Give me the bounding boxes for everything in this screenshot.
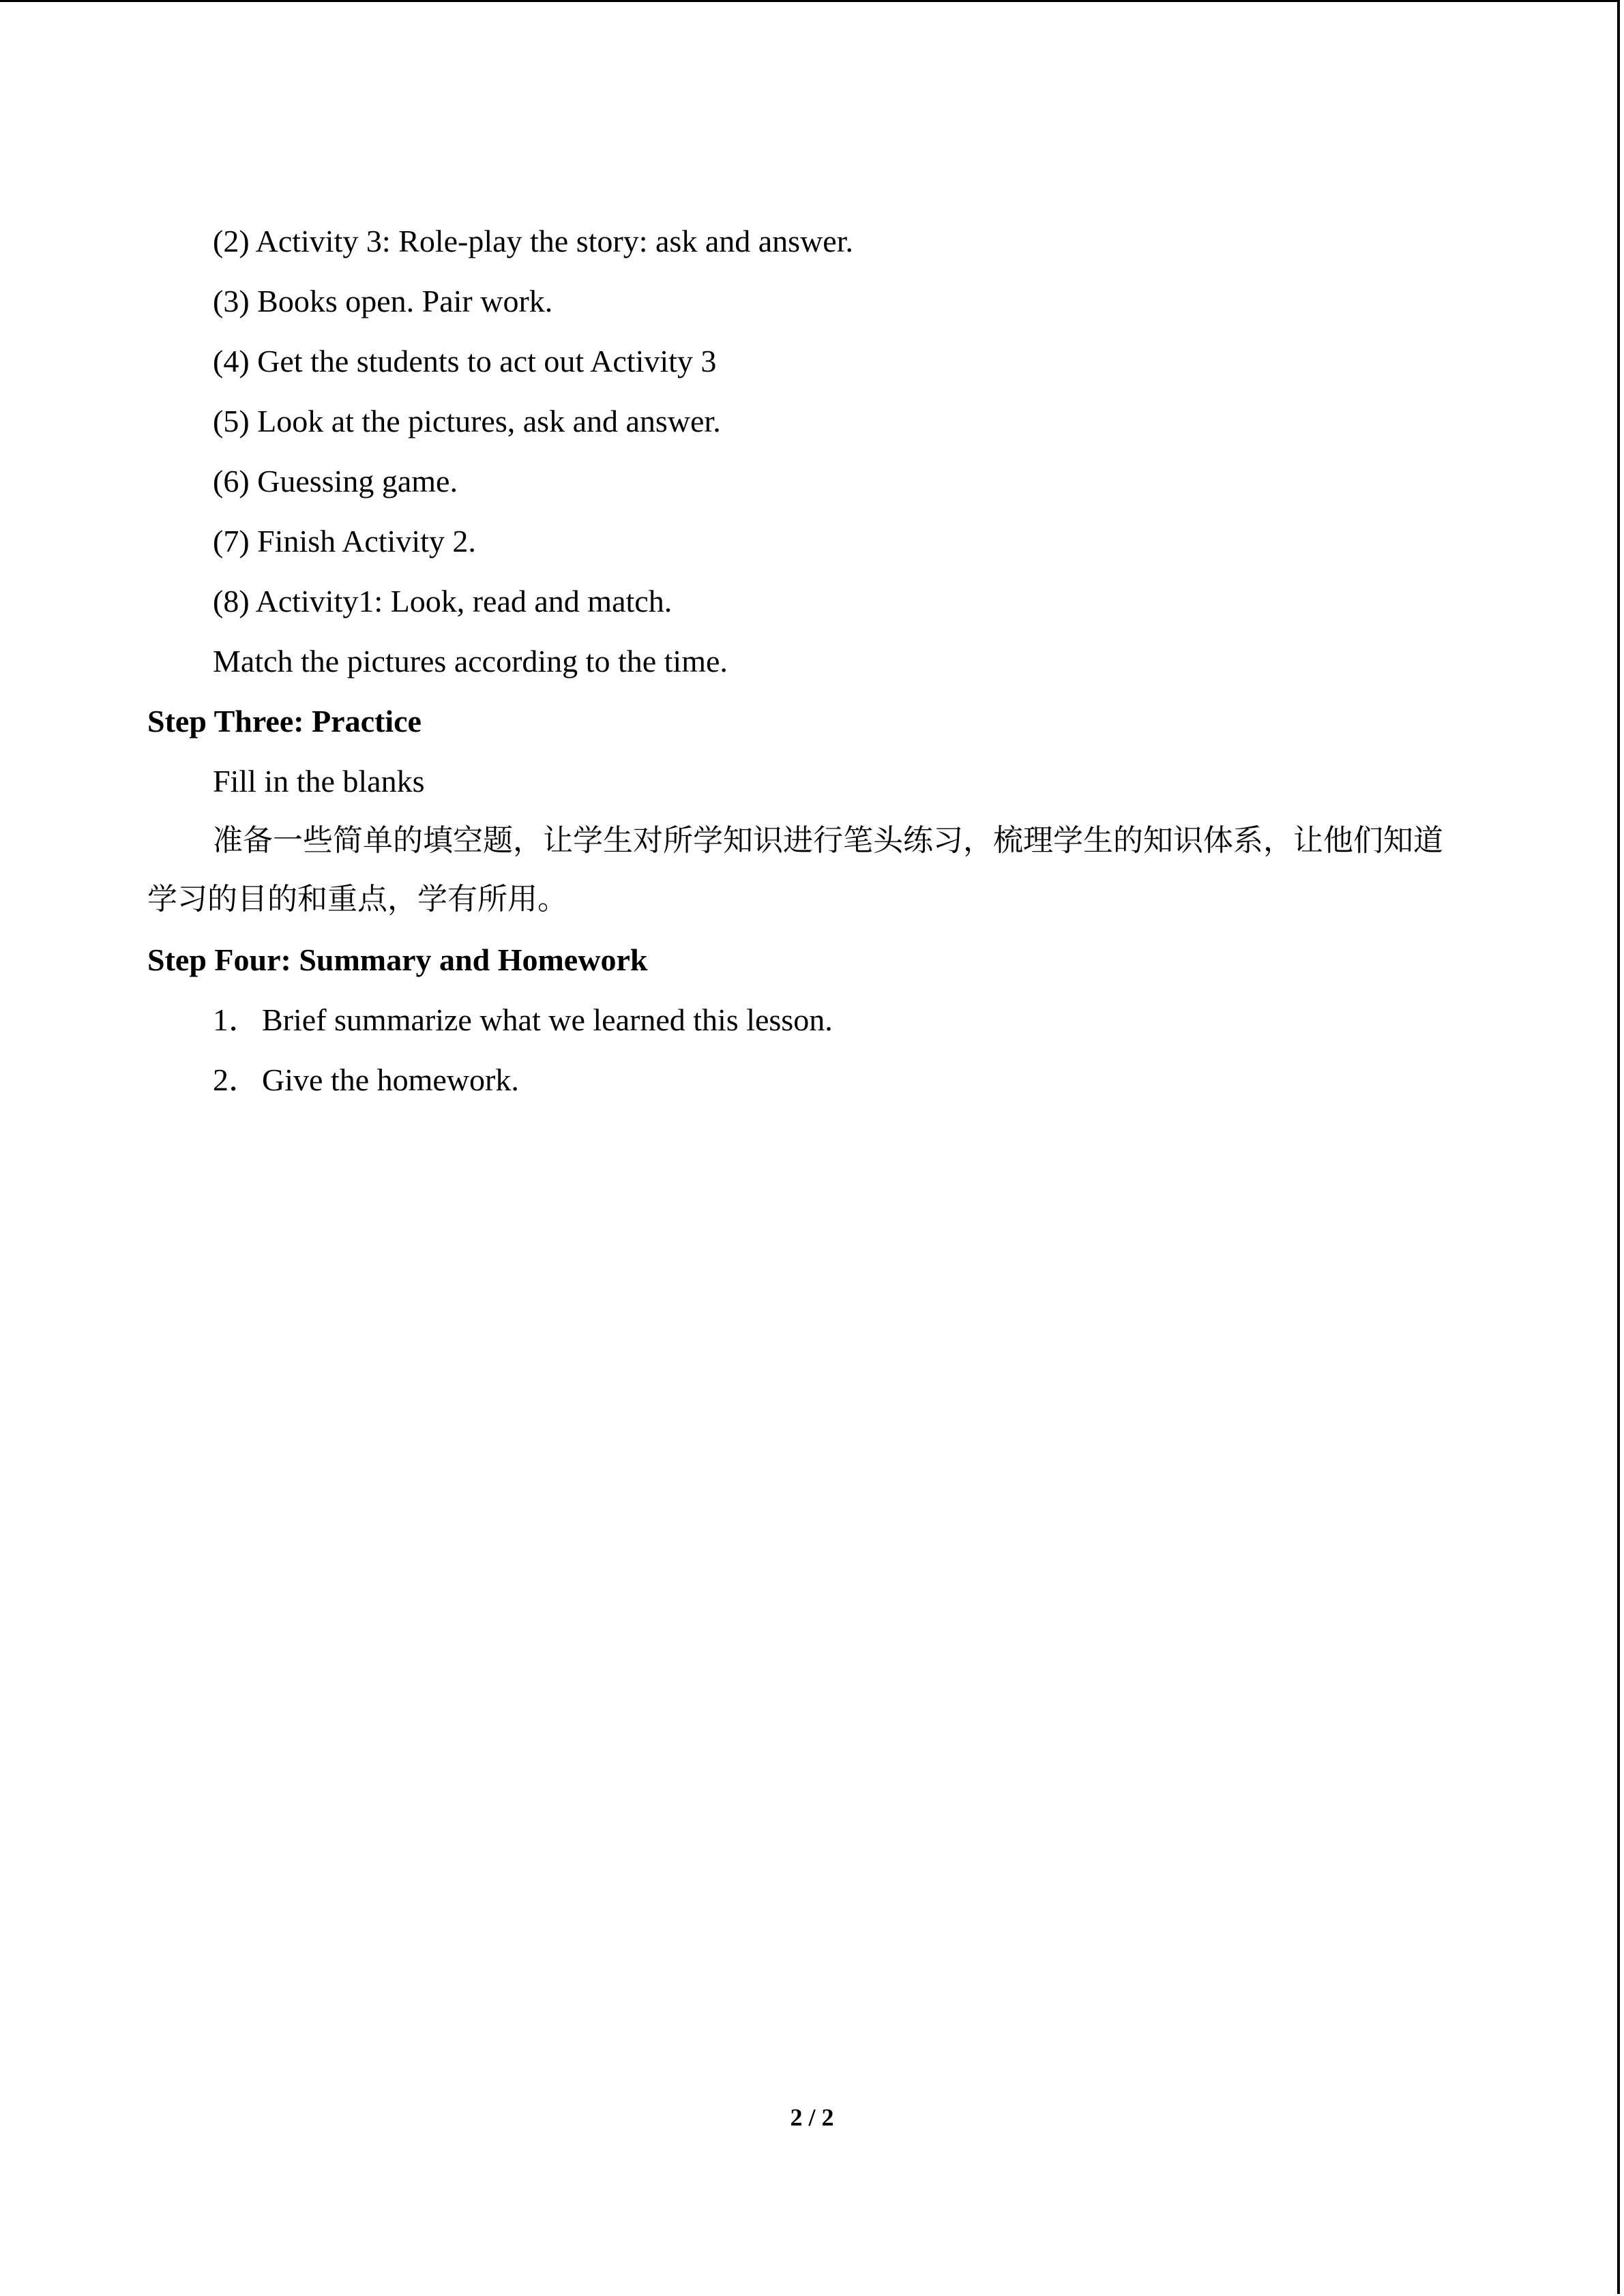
item-number: 2． — [213, 1062, 260, 1097]
list-item: (4) Get the students to act out Activity 3 — [213, 344, 717, 378]
page-number: 2 / 2 — [790, 2104, 834, 2131]
numbered-item — [147, 990, 1464, 1050]
list-item: (5) Look at the pictures, ask and answer. — [213, 404, 721, 438]
item-number: 1． — [213, 1002, 260, 1037]
step-three-heading: Step Three: Practice — [147, 704, 422, 739]
list-item: (2) Activity 3: Role-play the story: ask and answer. — [213, 224, 853, 258]
list-item: (8) Activity1: Look, read and match. — [213, 584, 673, 618]
list-item: (3) Books open. Pair work. — [213, 284, 553, 318]
list-item: (6) Guessing game. — [213, 464, 458, 498]
item-text: Brief summarize what we learned this lesson. — [262, 1002, 833, 1037]
document-body — [147, 211, 1464, 1110]
step-three-line: Fill in the blanks — [213, 764, 425, 799]
item-text: Give the homework. — [262, 1062, 519, 1097]
step-three-paragraph: 准备一些简单的填空题，让学生对所学知识进行笔头练习，梳理学生的知识体系，让他们知道学习的目的和重点，学有所用。 — [147, 823, 1443, 916]
numbered-item — [147, 1050, 1464, 1110]
list-item: Match the pictures according to the time. — [213, 644, 728, 679]
list-item: (7) Finish Activity 2. — [213, 524, 476, 558]
step-four-heading: Step Four: Summary and Homework — [147, 942, 648, 977]
